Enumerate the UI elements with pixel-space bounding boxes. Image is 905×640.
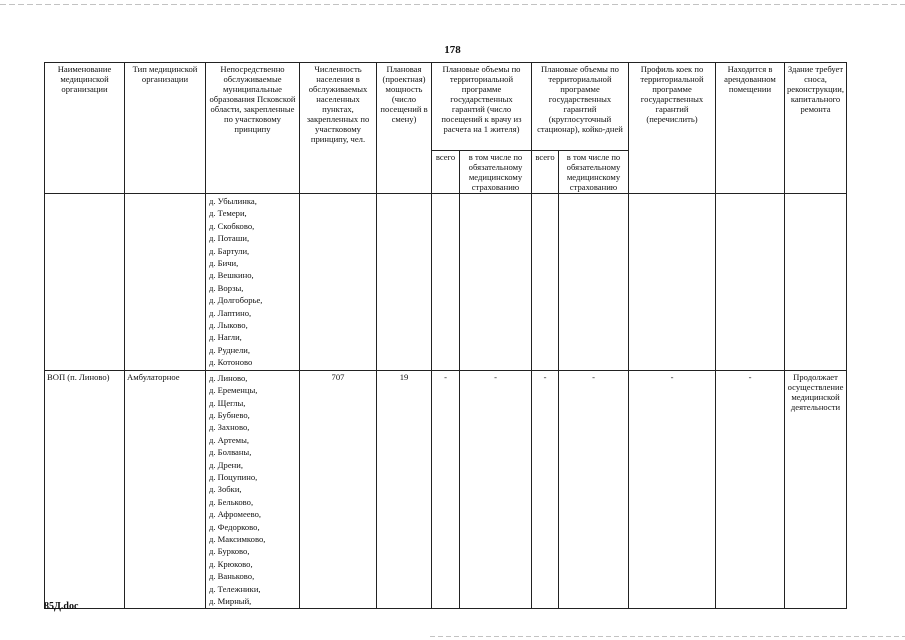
facility-out-oms: -: [460, 370, 532, 609]
village-item: д. Бельково,: [209, 496, 254, 507]
village-item: д. Скобково,: [209, 220, 255, 231]
cont-out-oms: [460, 194, 532, 371]
village-item: д. Артемы,: [209, 434, 249, 445]
village-item: д. Крюково,: [209, 558, 253, 569]
header-row: [45, 63, 847, 151]
header-bed-profile: Профиль коек по территориальной программе государственных гарантий (перечислить): [629, 63, 716, 194]
cont-in-total: [532, 194, 559, 371]
cont-bed-profile: [629, 194, 716, 371]
village-item: д. Тележники,: [209, 583, 261, 594]
village-item: д. Еременцы,: [209, 385, 258, 396]
village-item: д. Ваньково,: [209, 571, 255, 582]
village-item: д. Лаптино,: [209, 307, 252, 318]
scan-edge-bottom: [430, 636, 905, 637]
page-number: 178: [444, 44, 461, 56]
subheader-out-oms: в том числе по обязательному медицинскому страхованию: [460, 151, 532, 194]
facility-out-total: -: [432, 370, 460, 609]
village-item: д. Дрени,: [209, 459, 243, 470]
facility-type: Амбулаторное: [125, 370, 206, 609]
header-capacity: Плановая (проектная) мощность (число посещений в смену): [377, 63, 432, 194]
served-village-list: [206, 370, 300, 609]
village-item: д. Вешкино,: [209, 270, 254, 281]
village-item: д. Линово,: [209, 372, 248, 383]
village-item: д. Мирный,: [209, 596, 252, 606]
cont-population: [300, 194, 377, 371]
village-item: д. Болваны,: [209, 447, 252, 458]
village-item: д. Афромеево,: [209, 509, 262, 520]
cont-out-total: [432, 194, 460, 371]
facility-name: ВОП (п. Линово): [45, 370, 125, 609]
header-volumes-inpatient: Плановые объемы по территориальной программе государственных гарантий (круглосуточный стационар), койко-дней: [532, 63, 629, 151]
document-footer: 85Д.doc: [44, 601, 79, 612]
village-item: д. Зобки,: [209, 484, 242, 495]
village-item: д. Нагли,: [209, 332, 242, 343]
village-item: д. Лыково,: [209, 320, 248, 331]
facility-capacity: 19: [377, 370, 432, 609]
scan-edge-top: [0, 4, 905, 5]
village-item: д. Федорково,: [209, 521, 260, 532]
facility-in-oms: -: [559, 370, 629, 609]
village-item: д. Бурково,: [209, 546, 250, 557]
village-item: д. Бубнево,: [209, 409, 250, 420]
facility-population: 707: [300, 370, 377, 609]
subheader-in-total: всего: [532, 151, 559, 194]
village-item: д. Бартули,: [209, 245, 250, 256]
subheader-in-oms: в том числе по обязательному медицинскому страхованию: [559, 151, 629, 194]
header-volumes-outpatient: Плановые объемы по территориальной программе государственных гарантий (число посещений к врачу из расчета на 1 жителя): [432, 63, 532, 151]
header-served: Непосредственно обслуживаемые муниципальные образования Псковской области, закрепленные по участковому принципу: [206, 63, 300, 194]
village-item: д. Бичи,: [209, 258, 239, 269]
village-item: д. Темери,: [209, 208, 247, 219]
cont-capacity: [377, 194, 432, 371]
village-item: д. Руднели,: [209, 344, 251, 355]
header-rented: Находится в арендованном помещении: [716, 63, 785, 194]
header-building: Здание требует сноса, реконструкции, капитального ремонта: [785, 63, 847, 194]
cont-name: [45, 194, 125, 371]
village-item: д. Котоново: [209, 357, 253, 368]
facilities-table: [44, 62, 847, 609]
village-item: д. Убылинка,: [209, 196, 257, 206]
header-name: Наименование медицинской организации: [45, 63, 125, 194]
facility-row: [45, 370, 847, 609]
facility-in-total: -: [532, 370, 559, 609]
village-item: д. Захново,: [209, 422, 250, 433]
cont-in-oms: [559, 194, 629, 371]
village-item: д. Щеглы,: [209, 397, 246, 408]
facility-bed-profile: -: [629, 370, 716, 609]
village-item: д. Поташи,: [209, 233, 250, 244]
village-item: д. Максимково,: [209, 533, 266, 544]
facility-rented: -: [716, 370, 785, 609]
village-item: д. Долгоборье,: [209, 295, 263, 306]
cont-rented: [716, 194, 785, 371]
village-item: д. Поцупино,: [209, 471, 258, 482]
continued-village-list: [206, 194, 300, 371]
village-item: д. Ворзы,: [209, 282, 244, 293]
header-population: Численность населения в обслуживаемых населенных пунктах, закрепленных по участковому принципу, чел.: [300, 63, 377, 194]
cont-type: [125, 194, 206, 371]
continuation-row: [45, 194, 847, 371]
cont-building: [785, 194, 847, 371]
facility-building-status: Продолжает осуществление медицинской деятельности: [785, 370, 847, 609]
subheader-out-total: всего: [432, 151, 460, 194]
header-type: Тип медицинской организации: [125, 63, 206, 194]
